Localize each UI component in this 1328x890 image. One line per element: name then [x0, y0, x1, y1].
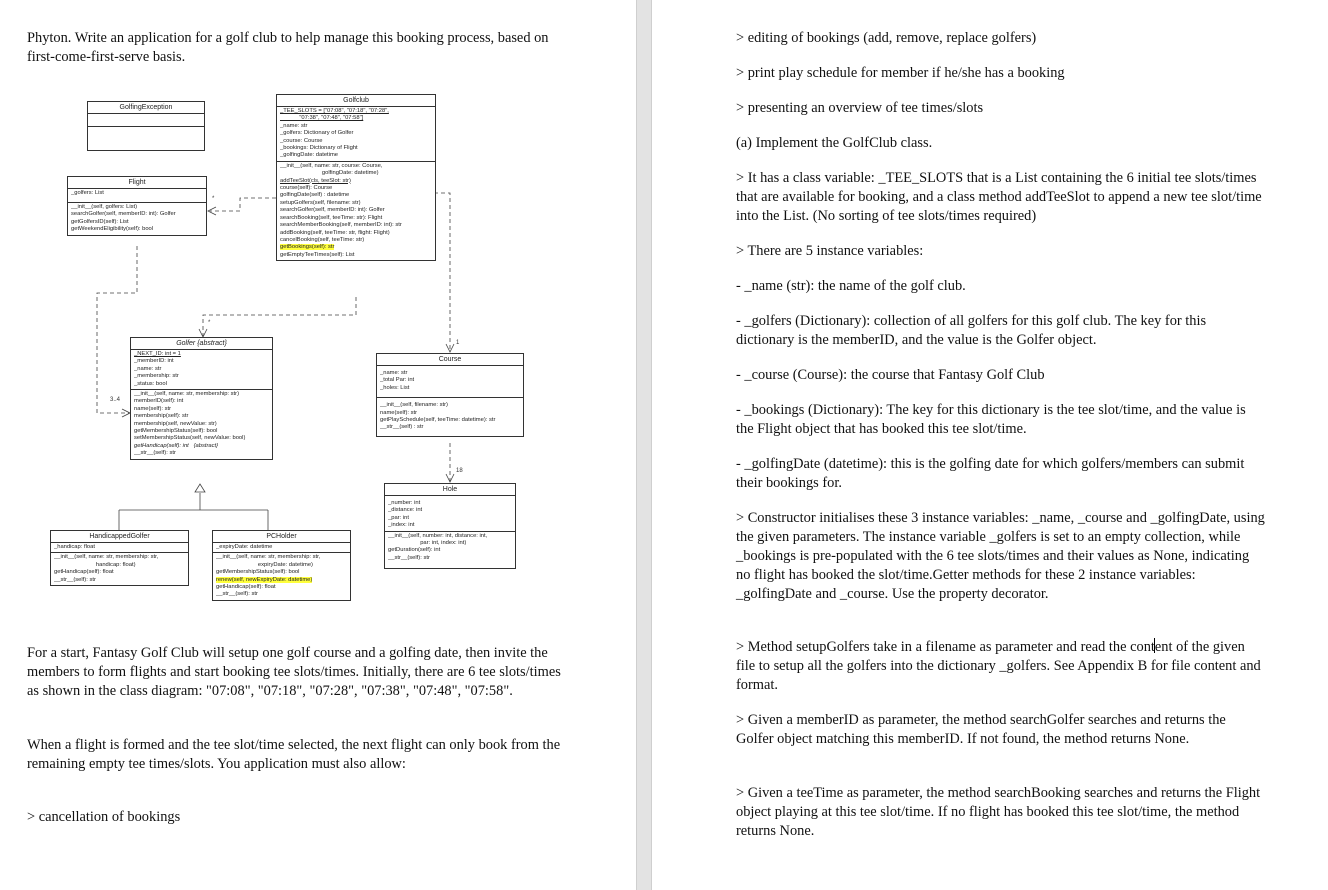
attrs-section: [213, 543, 350, 553]
mult-hole-18: 18: [456, 468, 463, 474]
uml-line: __str__(self): str: [134, 450, 176, 457]
class-name: PCHolder: [213, 531, 350, 543]
uml-line: course(self): Course: [280, 185, 333, 192]
uml-line: _name: str: [380, 370, 408, 376]
uml-line: __init__(self, filename: str): [380, 402, 448, 409]
assoc-club-course: [434, 193, 450, 352]
var-bookings: - _bookings (Dictionary): The key for this dictionary is the tee slot/time, and the value is the Flight object that has booked this tee slot/time.: [736, 402, 1246, 437]
class-golfclub: [276, 94, 436, 261]
methods-section: [68, 203, 206, 235]
uml-line: golfingDate: datetime): [280, 170, 379, 177]
uml-line: __init__(self, name: str, membership: str,: [54, 554, 159, 561]
uml-line: __str__(self) : str: [380, 424, 424, 431]
constructor-paragraph: > Constructor initialises these 3 instance variables: _name, _course and _golfingDate, using the given parameters. The instance variable _golfers is set to an empty collection, while _bookings is pre-populated with the 6 tee slots/times and their values as None, indicating no flight has booked the slot/time.Getter methods for these 2 instance variables: _golfingDate and _course. Use the property decorator.: [736, 510, 1265, 602]
uml-line: getHandicap(self): float: [216, 584, 276, 591]
mult-golfer-star: *: [208, 320, 211, 326]
search-booking-paragraph: > Given a teeTime as parameter, the method searchBooking searches and returns the Flight object playing at this tee slot/time. If no flight has booked this tee slot/time, the method returns None.: [736, 785, 1261, 839]
uml-line: _handicap: float: [54, 544, 95, 550]
uml-line: __str__(self): str: [388, 554, 430, 561]
var-golfers: - _golfers (Dictionary): collection of all golfers for this golf club. The key for this dictionary is the memberID, and the value is the Golfer object.: [736, 313, 1207, 348]
uml-line: searchGolfer(self, memberID: int): Golfer: [280, 207, 385, 214]
uml-line: memberID(self): int: [134, 398, 184, 405]
class-name: Flight: [68, 177, 206, 189]
class-name: HandicappedGolfer: [51, 531, 188, 543]
setup-text-before-cursor: > Method setupGolfers take in a filename as parameter and read the cont: [736, 639, 1155, 655]
uml-line: expiryDate: datetime): [216, 561, 313, 568]
uml-line: setupGolfers(self, filename: str): [280, 199, 361, 206]
bullet-edit: > editing of bookings (add, remove, replace golfers): [736, 30, 1037, 46]
methods-section: [377, 398, 523, 436]
uml-line: _NEXT_ID: int = 1: [134, 351, 181, 357]
uml-line: _distance: int: [388, 507, 423, 514]
uml-line-highlighted: getBookings(self): str: [280, 244, 335, 251]
class-name: GolfingException: [88, 102, 204, 114]
uml-line: addTeeSlot(cls, teeSlot: str): [280, 177, 351, 184]
uml-line: _name: str: [280, 122, 308, 129]
uml-line: getHandicap(self): int {abstract}: [134, 442, 219, 449]
inheritance-triangle: [195, 484, 205, 492]
class-name: Hole: [385, 484, 515, 496]
uml-line: searchGolfer(self, memberID: int): Golfer: [71, 211, 176, 218]
uml-line: _course: Course: [280, 137, 323, 144]
mult-flight-star: *: [212, 196, 215, 202]
attrs-section: [88, 114, 204, 127]
class-name: Golfclub: [277, 95, 435, 107]
uml-line: getWeekendEligibility(self): bool: [71, 226, 154, 233]
uml-line: __init__(self, golfers: List): [71, 204, 138, 210]
uml-line: searchMemberBooking(self, memberID: int): str: [280, 222, 402, 229]
uml-line: _golfingDate: datetime: [280, 152, 339, 159]
uml-line: getHandicap(self): float: [54, 569, 114, 576]
page-gutter: [636, 0, 652, 890]
class-variable-paragraph: > It has a class variable: _TEE_SLOTS that is a List containing the 6 initial tee slots/times that are available for booking, and a class method addTeeSlot to append a new tee slot/time into the List. (No sorting of tee slots/times required): [736, 170, 1262, 224]
class-handicapped-golfer: [50, 530, 189, 586]
task-a: (a) Implement the GolfClub class.: [736, 135, 933, 151]
uml-line: searchBooking(self, teeTime: str): Flight: [280, 214, 383, 221]
uml-line: __str__(self): str: [216, 591, 258, 598]
uml-line: membership(self, newValue: str): [134, 420, 217, 427]
uml-line-highlighted: renew(self, newExpiryDate: datetime): [216, 576, 313, 583]
class-golfing-exception: [87, 101, 205, 151]
class-attrs-section: [277, 107, 435, 162]
right-page: [652, 0, 1328, 890]
uml-line: handicap: float): [54, 561, 136, 568]
uml-line: _holes: List: [380, 384, 410, 391]
assoc-club-golfer: [203, 297, 356, 336]
uml-line: golfingDate(self) : datetime: [280, 192, 350, 199]
attrs-section: [385, 496, 515, 532]
uml-line: _status: bool: [134, 380, 167, 387]
uml-line: _index: int: [388, 522, 415, 529]
class-golfer: [130, 337, 273, 460]
class-flight: [67, 176, 207, 236]
left-page: [0, 0, 636, 890]
uml-line: _golfers: Dictionary of Golfer: [280, 130, 354, 137]
uml-line: getDuration(self): int: [388, 547, 441, 554]
inheritance-lines: [119, 493, 268, 530]
class-name: Course: [377, 354, 523, 366]
uml-line: "07:38", "07:48", "07:58"]: [280, 115, 364, 122]
bullet-cancel: > cancellation of bookings: [27, 809, 181, 825]
bullet-overview: > presenting an overview of tee times/slots: [736, 100, 984, 116]
uml-line: __init__(self, name: str, course: Course,: [280, 162, 383, 169]
attrs-section: [131, 350, 272, 390]
uml-line: getMembershipStatus(self): bool: [216, 569, 300, 576]
intro-paragraph: Phyton. Write an application for a golf club to help manage this booking process, based on first-come-first-serve basis.: [27, 30, 549, 65]
uml-line: par: int, index: int): [388, 540, 467, 547]
attrs-section: [68, 189, 206, 203]
uml-line: getGolfersID(self): List: [71, 218, 129, 225]
uml-line: _expiryDate: datetime: [216, 544, 273, 550]
uml-line: getPlaySchedule(self, teeTime: datetime): str: [380, 417, 496, 424]
uml-line: _par: int: [388, 514, 409, 521]
flight-paragraph: When a flight is formed and the tee slot/time selected, the next flight can only book from the remaining empty tee times/slots. You application must also allow:: [27, 737, 561, 772]
uml-line: _number: int: [388, 500, 421, 506]
bullet-print: > print play schedule for member if he/she has a booking: [736, 65, 1065, 81]
search-golfer-paragraph: > Given a memberID as parameter, the method searchGolfer searches and returns the Golfer object matching this memberID. If not found, the method returns None.: [736, 712, 1226, 747]
uml-line: _golfers: List: [71, 190, 104, 196]
uml-line: setMembershipStatus(self, newValue: bool): [134, 435, 246, 442]
uml-line: __init__(self, number: int, distance: int,: [388, 532, 488, 539]
uml-line: __init__(self, name: str, membership: str): [134, 391, 240, 398]
methods-section: [385, 532, 515, 569]
class-course: [376, 353, 524, 437]
uml-line: _bookings: Dictionary of Flight: [280, 145, 358, 152]
uml-line: __str__(self): str: [54, 576, 96, 583]
uml-line: _membership: str: [134, 373, 179, 380]
attrs-section: [377, 366, 523, 398]
attrs-section: [51, 543, 188, 553]
var-course: - _course (Course): the course that Fantasy Golf Club: [736, 367, 1045, 383]
uml-line: _memberID: int: [134, 358, 174, 365]
assoc-club-flight: [210, 198, 276, 211]
setup-text-after-cursor: ent of the given file to setup all the golfers into the dictionary _golfers. See Appendix B for file content and format.: [736, 639, 1261, 693]
uml-line: _total Par: int: [380, 377, 415, 384]
uml-line: addBooking(self, teeTime: str, flight: Flight): [280, 229, 390, 236]
methods-section: [131, 390, 272, 459]
var-golfing-date: - _golfingDate (datetime): this is the golfing date for which golfers/members can submit their bookings for.: [736, 456, 1245, 491]
uml-line: getMembershipStatus(self): bool: [134, 428, 218, 435]
var-name: - _name (str): the name of the golf club.: [736, 278, 966, 294]
uml-line: cancelBooking(self, teeTime: str): [280, 236, 365, 243]
uml-line: _name: str: [134, 365, 162, 372]
class-name: Golfer {abstract}: [131, 338, 272, 350]
methods-section: [51, 553, 188, 585]
uml-line: __init__(self, name: str, membership: str,: [216, 554, 321, 561]
methods-section: [277, 162, 435, 260]
methods-section: [213, 553, 350, 599]
uml-line: getEmptyTeeTimes(self): List: [280, 251, 355, 258]
mult-range: 3..4: [110, 397, 121, 403]
uml-line: _TEE_SLOTS = ["07:08", "07:18", "07:28",: [280, 108, 389, 114]
start-paragraph: For a start, Fantasy Golf Club will setup one golf course and a golfing date, then invite the members to form flights and start booking tee slots/times. Initially, there are 6 tee slots/times as shown in the class diagram: "07:08", "07:18", "07:28", "07:38", "07:48", "07:58".: [27, 645, 561, 699]
instance-vars-heading: > There are 5 instance variables:: [736, 243, 924, 259]
class-hole: [384, 483, 516, 569]
mult-course-one: 1: [456, 340, 460, 346]
setup-golfers-paragraph[interactable]: [736, 638, 1266, 695]
methods-section: [88, 127, 204, 139]
class-pcholder: [212, 530, 351, 601]
uml-line: membership(self): str: [134, 413, 189, 420]
uml-class-diagram: [0, 0, 636, 640]
uml-line: name(self): str: [380, 409, 418, 416]
uml-line: name(self): str: [134, 405, 172, 412]
